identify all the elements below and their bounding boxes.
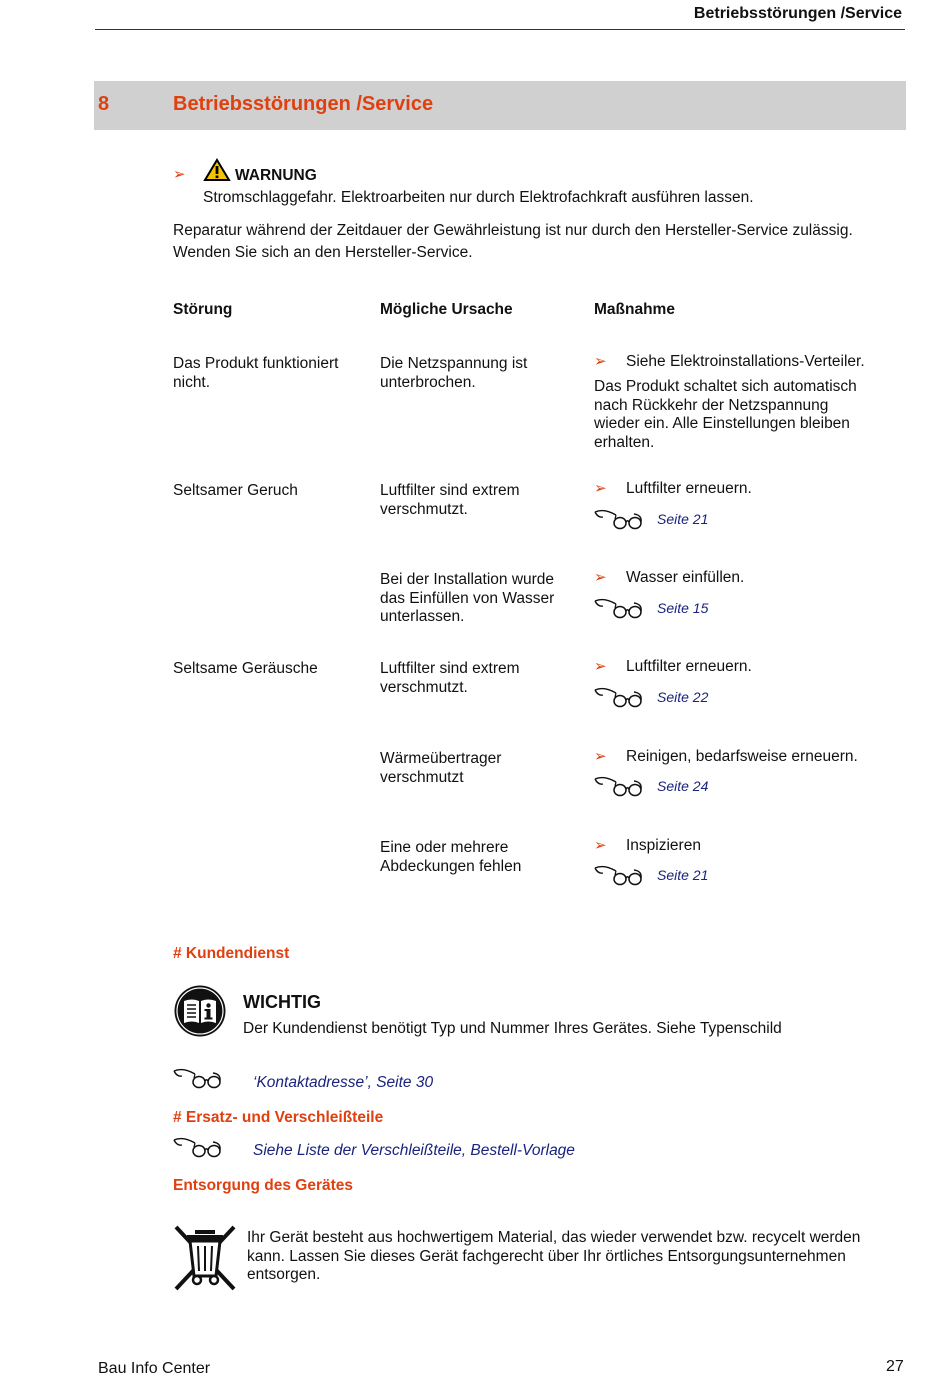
info-book-icon	[173, 984, 227, 1038]
massnahme-text: Siehe Elektroinstallations-Verteiler.	[626, 353, 865, 370]
section-title: Betriebsstörungen /Service	[173, 93, 434, 115]
cell-line: Das Produkt schaltet sich automatisch	[594, 378, 857, 395]
cell-line: Abdeckungen fehlen	[380, 857, 522, 875]
intro-line-1: Reparatur während der Zeitdauer der Gewährleistung ist nur durch den Hersteller-Service zulässig.	[173, 222, 853, 239]
crossed-bin-icon	[173, 1224, 237, 1292]
massnahme-text: Wasser einfüllen.	[626, 569, 745, 586]
text-line: entsorgen.	[247, 1266, 321, 1283]
glasses-icon	[594, 683, 644, 709]
arrow-bullet-icon: ➢	[594, 480, 607, 497]
arrow-bullet-icon: ➢	[594, 748, 607, 765]
intro-line-2: Wenden Sie sich an den Hersteller-Service.	[173, 244, 473, 261]
arrow-bullet-icon: ➢	[594, 353, 607, 370]
page-reference-link[interactable]: Seite 21	[657, 511, 709, 527]
arrow-bullet-icon: ➢	[594, 837, 607, 854]
cell-line: Bei der Installation wurde	[380, 571, 555, 588]
kontaktadresse-link[interactable]: ‘Kontaktadresse’, Seite 30	[253, 1074, 434, 1091]
glasses-icon	[594, 505, 644, 531]
cell-line: Wärmeübertrager	[380, 750, 502, 767]
massnahme-text: Inspizieren	[626, 837, 701, 854]
table-cell-stoerung: Seltsame Geräusche	[173, 660, 318, 677]
kundendienst-heading: # Kundendienst	[173, 945, 290, 962]
arrow-bullet-icon: ➢	[173, 166, 186, 183]
table-cell-stoerung	[173, 355, 338, 392]
col-header-ursache: Mögliche Ursache	[380, 301, 513, 318]
cell-line: Eine oder mehrere	[380, 839, 509, 856]
cell-line: nicht.	[173, 373, 211, 391]
table-cell-ursache	[380, 750, 501, 787]
cell-line: unterbrochen.	[380, 373, 476, 391]
arrow-bullet-icon: ➢	[594, 569, 607, 586]
verschleissteile-link[interactable]: Siehe Liste der Verschleißteile, Bestell-Vorlage	[253, 1142, 575, 1159]
table-cell-ursache	[380, 571, 554, 627]
warning-triangle-icon	[203, 158, 231, 182]
table-cell-ursache	[380, 660, 520, 697]
cell-line: verschmutzt.	[380, 678, 468, 696]
cell-line: das Einfüllen von Wasser	[380, 589, 555, 607]
cell-line: Das Produkt funktioniert	[173, 355, 339, 372]
col-header-massnahme: Maßnahme	[594, 301, 675, 318]
table-cell-stoerung: Seltsamer Geruch	[173, 482, 298, 499]
arrow-bullet-icon: ➢	[594, 658, 607, 675]
massnahme-text: Reinigen, bedarfsweise erneuern.	[626, 748, 858, 765]
glasses-icon	[594, 594, 644, 620]
massnahme-detail	[594, 378, 857, 452]
table-cell-ursache	[380, 355, 527, 392]
warning-text: Stromschlaggefahr. Elektroarbeiten nur durch Elektrofachkraft ausführen lassen.	[203, 189, 754, 206]
massnahme-text: Luftfilter erneuern.	[626, 480, 752, 497]
header-title: Betriebsstörungen /Service	[693, 5, 902, 22]
warning-label: WARNUNG	[235, 167, 317, 184]
cell-line: Luftfilter sind extrem	[380, 660, 520, 677]
cell-line: Luftfilter sind extrem	[380, 482, 520, 499]
footer-company: Bau Info Center	[98, 1360, 211, 1377]
page-reference-link[interactable]: Seite 15	[657, 600, 709, 616]
cell-line: nach Rückkehr der Netzspannung	[594, 396, 829, 414]
table-cell-ursache	[380, 482, 520, 519]
col-header-stoerung: Störung	[173, 301, 233, 318]
cell-line: unterlassen.	[380, 608, 465, 625]
entsorgung-text	[247, 1229, 860, 1285]
entsorgung-heading: Entsorgung des Gerätes	[173, 1177, 354, 1194]
glasses-icon	[594, 772, 644, 798]
glasses-icon	[173, 1064, 223, 1090]
kundendienst-text: Der Kundendienst benötigt Typ und Nummer Ihres Gerätes. Siehe Typenschild	[243, 1020, 782, 1037]
cell-line: wieder ein. Alle Einstellungen bleiben	[594, 415, 850, 432]
section-number: 8	[98, 93, 110, 115]
cell-line: erhalten.	[594, 433, 655, 451]
cell-line: Die Netzspannung ist	[380, 355, 528, 372]
text-line: kann. Lassen Sie dieses Gerät fachgerecht über Ihr örtliches Entsorgungsunternehmen	[247, 1247, 846, 1265]
ersatzteile-heading: # Ersatz- und Verschleißteile	[173, 1109, 384, 1126]
page-reference-link[interactable]: Seite 24	[657, 778, 709, 794]
page-number: 27	[886, 1358, 904, 1375]
cell-line: verschmutzt	[380, 768, 464, 786]
cell-line: verschmutzt.	[380, 500, 468, 518]
text-line: Ihr Gerät besteht aus hochwertigem Material, das wieder verwendet bzw. recycelt werden	[247, 1229, 861, 1246]
page-reference-link[interactable]: Seite 21	[657, 867, 709, 883]
glasses-icon	[594, 861, 644, 887]
header-divider	[95, 29, 905, 30]
wichtig-label: WICHTIG	[243, 992, 321, 1012]
massnahme-text: Luftfilter erneuern.	[626, 658, 752, 675]
page-reference-link[interactable]: Seite 22	[657, 689, 709, 705]
table-cell-ursache	[380, 839, 521, 876]
glasses-icon	[173, 1133, 223, 1159]
